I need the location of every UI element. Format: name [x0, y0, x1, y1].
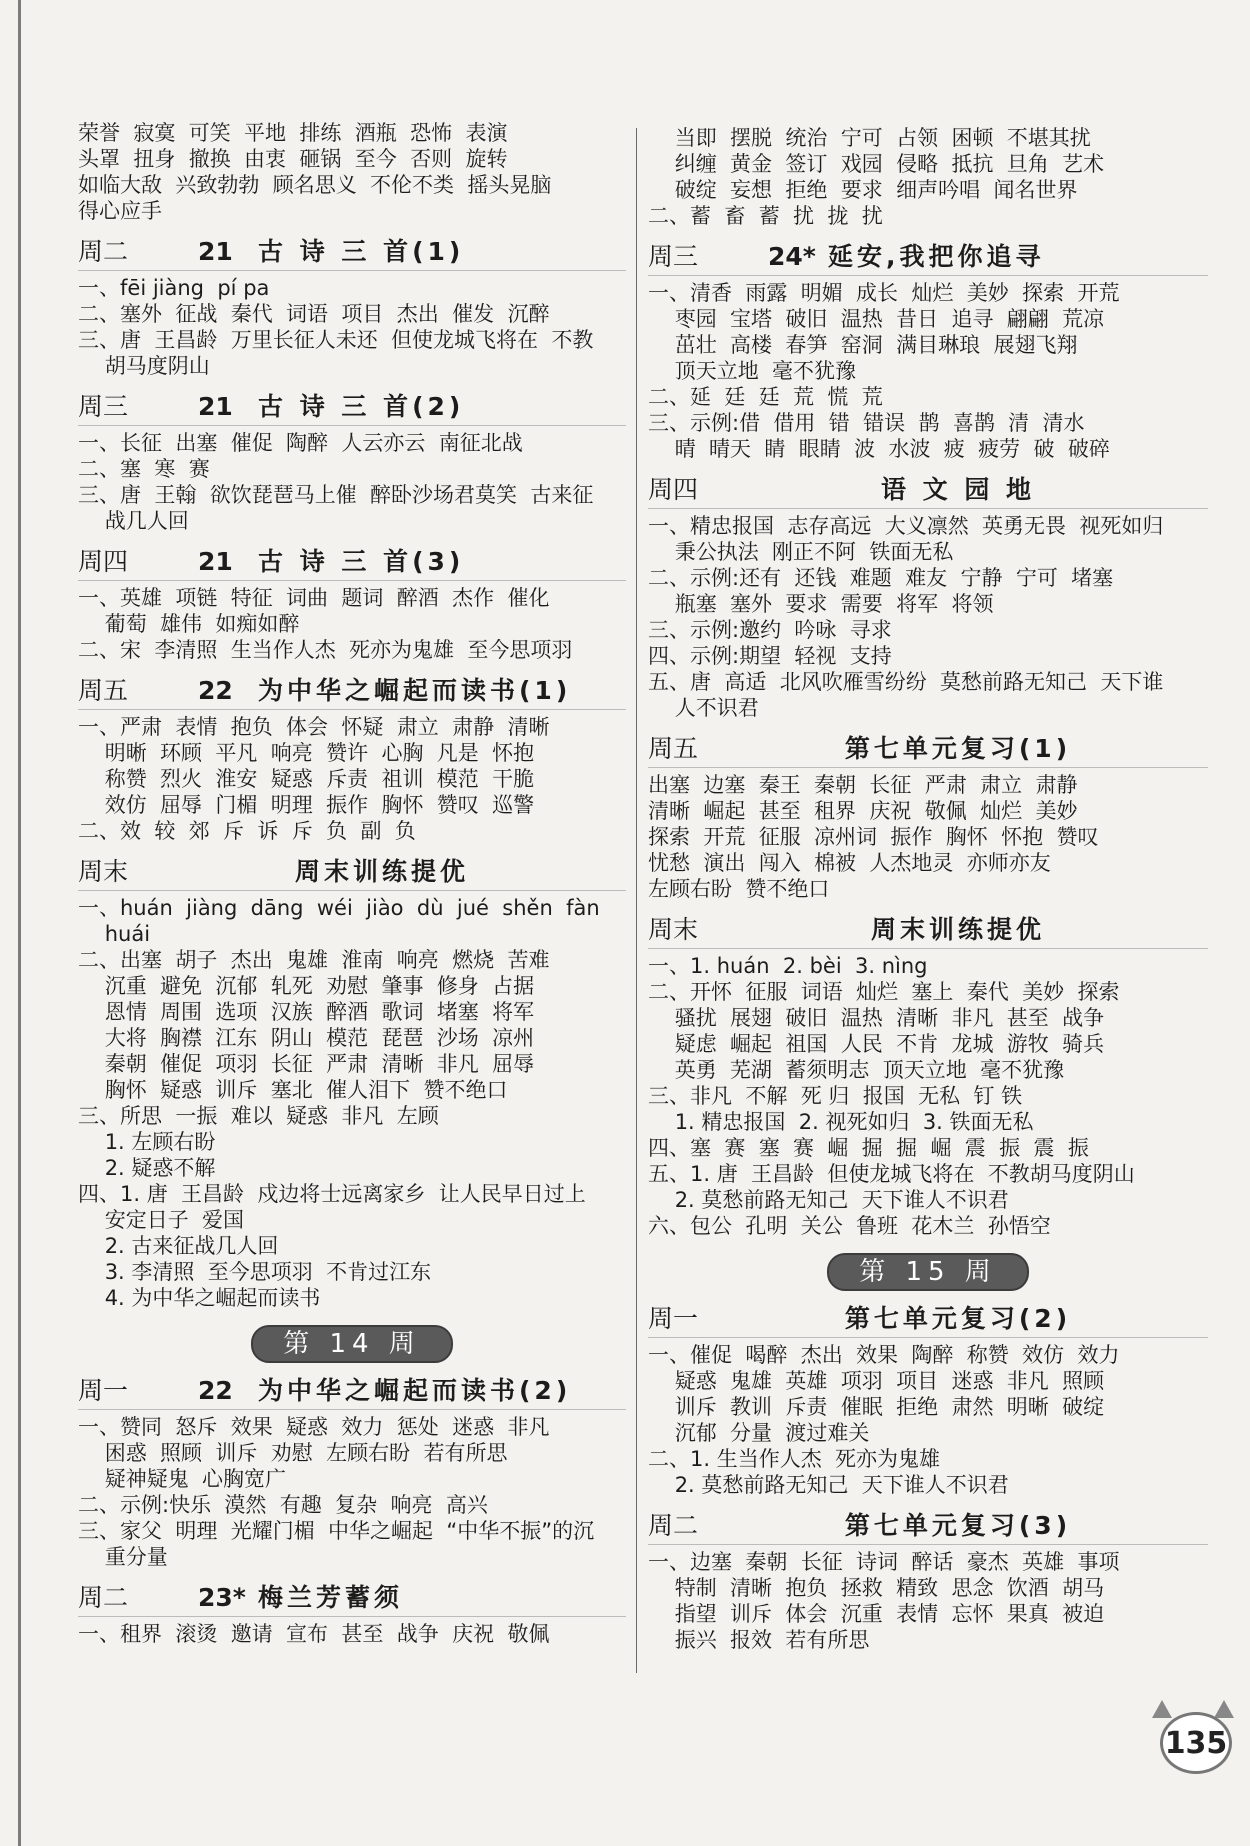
answer-line: 训斥 教训 斥责 催眠 拒绝 肃然 明晰 破绽: [648, 1395, 1105, 1419]
answer-line: 葡萄 雄伟 如痴如醉: [78, 612, 300, 636]
section-day: 周一: [78, 1376, 129, 1405]
answer-line: 2. 莫愁前路无知己 天下谁人不识君: [648, 1473, 1009, 1497]
section-heading: [648, 472, 1208, 509]
answer-line: 三、示例:邀约 吟咏 寻求: [648, 618, 892, 642]
section-heading: [78, 544, 626, 581]
week-banner: [78, 1325, 626, 1363]
lesson-number: 24*: [768, 242, 816, 271]
answer-line: 三、示例:借 借用 错 错误 鹊 喜鹊 清 清水: [648, 411, 1085, 435]
answer-line: 骚扰 展翅 破旧 温热 清晰 非凡 甚至 战争: [648, 1006, 1105, 1030]
section-heading: [78, 1373, 626, 1410]
answer-line: 疑虑 崛起 祖国 人民 不肯 龙城 游牧 骑兵: [648, 1032, 1105, 1056]
answer-line: 安定日子 爱国: [78, 1208, 245, 1232]
section-heading: [648, 1301, 1208, 1338]
answer-line: 二、塞 寒 赛: [78, 457, 210, 481]
answer-line: 清晰 崛起 甚至 租界 庆祝 敬佩 灿烂 美妙: [648, 799, 1078, 823]
answer-line: 纠缠 黄金 签订 戏园 侵略 抵抗 旦角 艺术: [648, 152, 1105, 176]
answer-line: 胡马度阴山: [78, 354, 210, 378]
answer-line: 明晰 环顾 平凡 响亮 赞许 心胸 凡是 怀抱: [78, 741, 535, 765]
answer-line: 沉郁 分量 渡过难关: [648, 1421, 870, 1445]
section-title: 第七单元复习(2): [844, 1304, 1072, 1333]
section-day: 周三: [648, 242, 699, 271]
answer-line: 一、1. huán 2. bèi 3. nìng: [648, 954, 928, 978]
section-heading: [648, 239, 1208, 276]
answer-line: 一、精忠报国 志存高远 大义凛然 英勇无畏 视死如归: [648, 514, 1164, 538]
answer-line: 效仿 屈辱 门楣 明理 振作 胸怀 赞叹 巡警: [78, 793, 535, 817]
section-title: 周末训练提优: [870, 915, 1045, 944]
answer-line: 4. 为中华之崛起而读书: [78, 1286, 321, 1310]
section-day: 周四: [648, 475, 699, 504]
section-day: 周末: [648, 915, 699, 944]
section-day: 周末: [78, 857, 129, 886]
section-heading: [648, 1508, 1208, 1545]
answer-line: 英勇 芜湖 蓄须明志 顶天立地 毫不犹豫: [648, 1058, 1065, 1082]
answer-line: 一、huán jiàng dāng wéi jiào dù jué shěn fàn: [78, 896, 600, 920]
answer-line: 1. 左顾右盼: [78, 1130, 216, 1154]
section-heading: [78, 389, 626, 426]
answer-line: 晴 晴天 睛 眼睛 波 水波 疲 疲劳 破 破碎: [648, 437, 1110, 461]
answer-line: 瓶塞 塞外 要求 需要 将军 将领: [648, 592, 994, 616]
answer-line: 出塞 边塞 秦王 秦朝 长征 严肃 肃立 肃静: [648, 773, 1078, 797]
lesson-number: 21: [198, 392, 233, 421]
answer-line: 一、严肃 表情 抱负 体会 怀疑 肃立 肃静 清晰: [78, 715, 550, 739]
answer-line: 忧愁 演出 闯入 棉被 人杰地灵 亦师亦友: [648, 851, 1051, 875]
lesson-number: 21: [198, 547, 233, 576]
answer-line: 恩情 周围 选项 汉族 醉酒 歌词 堵塞 将军: [78, 1000, 535, 1024]
answer-line: 重分量: [78, 1545, 168, 1569]
badge-ear-left-icon: [1152, 1700, 1172, 1718]
answer-line: 沉重 避免 沉郁 轧死 劝慰 肇事 修身 占据: [78, 974, 535, 998]
section-day: 周五: [648, 734, 699, 763]
answer-line: 2. 莫愁前路无知己 天下谁人不识君: [648, 1188, 1009, 1212]
section-day: 周二: [648, 1511, 699, 1540]
answer-line: 三、家父 明理 光耀门楣 中华之崛起 “中华不振”的沉: [78, 1519, 595, 1543]
book-spine: [18, 0, 21, 1846]
week-banner: [648, 1253, 1208, 1291]
section-title: 梅兰芳蓄须: [258, 1583, 404, 1612]
answer-line: 探索 开荒 征服 凉州词 振作 胸怀 怀抱 赞叹: [648, 825, 1099, 849]
answer-line: 当即 摆脱 统治 宁可 占领 困顿 不堪其扰: [648, 126, 1091, 150]
section-day: 周三: [78, 392, 129, 421]
answer-line: 顶天立地 毫不犹豫: [648, 359, 857, 383]
section-title: 为中华之崛起而读书(1): [258, 676, 572, 705]
answer-line: 指望 训斥 体会 沉重 表情 忘怀 果真 被迫: [648, 1602, 1105, 1626]
answer-line: 茁壮 高楼 春笋 窑洞 满目琳琅 展翅飞翔: [648, 333, 1078, 357]
answer-line: 二、开怀 征服 词语 灿烂 塞上 秦代 美妙 探索: [648, 980, 1120, 1004]
answer-line: 三、非凡 不解 死 归 报国 无私 钉 铁: [648, 1084, 1023, 1108]
answer-line: 胸怀 疑惑 训斥 塞北 催人泪下 赞不绝口: [78, 1078, 508, 1102]
section-heading: [78, 1580, 626, 1617]
badge-ear-right-icon: [1214, 1700, 1234, 1718]
answer-line: 三、唐 王昌龄 万里长征人未还 但使龙城飞将在 不教: [78, 328, 594, 352]
answer-line: 大将 胸襟 江东 阴山 模范 琵琶 沙场 凉州: [78, 1026, 535, 1050]
answer-line: 二、效 较 郊 斥 诉 斥 负 副 负: [78, 819, 416, 843]
section-day: 周五: [78, 676, 129, 705]
lesson-number: 22: [198, 1376, 233, 1405]
section-title: 为中华之崛起而读书(2): [258, 1376, 572, 1405]
week-label: 第 15 周: [827, 1253, 1029, 1291]
answer-line: 四、塞 赛 塞 赛 崛 掘 掘 崛 震 振 震 振: [648, 1136, 1089, 1160]
answer-line: 一、边塞 秦朝 长征 诗词 醉话 豪杰 英雄 事项: [648, 1550, 1120, 1574]
answer-line: 二、蓄 畜 蓄 扰 拢 扰: [648, 204, 883, 228]
section-title: 古 诗 三 首(2): [258, 392, 465, 421]
page-number: 135: [1160, 1712, 1232, 1774]
answer-line: 一、fēi jiàng pí pa: [78, 276, 270, 300]
section-heading: [78, 673, 626, 710]
lesson-number: 23*: [198, 1583, 246, 1612]
column-divider: [636, 128, 637, 1673]
answer-line: 特制 清晰 抱负 拯救 精致 思念 饮酒 胡马: [648, 1576, 1105, 1600]
section-title: 周末训练提优: [294, 857, 469, 886]
answer-line: 五、唐 高适 北风吹雁雪纷纷 莫愁前路无知己 天下谁: [648, 670, 1164, 694]
section-day: 周二: [78, 1583, 129, 1612]
answer-line: 一、赞同 怒斥 效果 疑惑 效力 惩处 迷惑 非凡: [78, 1415, 550, 1439]
answer-line: 五、1. 唐 王昌龄 但使龙城飞将在 不教胡马度阴山: [648, 1162, 1135, 1186]
section-title: 古 诗 三 首(3): [258, 547, 465, 576]
answer-line: 四、1. 唐 王昌龄 戍边将士远离家乡 让人民早日过上: [78, 1182, 586, 1206]
answer-line: 二、出塞 胡子 杰出 鬼雄 淮南 响亮 燃烧 苦难: [78, 948, 550, 972]
answer-line: 枣园 宝塔 破旧 温热 昔日 追寻 翩翩 荒凉: [648, 307, 1105, 331]
answer-line: 三、唐 王翰 欲饮琵琶马上催 醉卧沙场君莫笑 古来征: [78, 483, 594, 507]
answer-line: 二、示例:还有 还钱 难题 难友 宁静 宁可 堵塞: [648, 566, 1114, 590]
answer-line: 头罩 扭身 撤换 由衷 砸锅 至今 否则 旋转: [78, 147, 508, 171]
answer-line: 如临大敌 兴致勃勃 顾名思义 不伦不类 摇头晃脑: [78, 173, 552, 197]
answer-line: 一、英雄 项链 特征 词曲 题词 醉酒 杰作 催化: [78, 586, 550, 610]
answer-line: 破绽 妄想 拒绝 要求 细声吟唱 闻名世界: [648, 178, 1078, 202]
section-day: 周一: [648, 1304, 699, 1333]
section-heading: [78, 234, 626, 271]
answer-line: 二、宋 李清照 生当作人杰 死亦为鬼雄 至今思项羽: [78, 638, 573, 662]
answer-line: 荣誉 寂寞 可笑 平地 排练 酒瓶 恐怖 表演: [78, 121, 508, 145]
section-title: 古 诗 三 首(1): [258, 237, 465, 266]
answer-line: 人不识君: [648, 696, 759, 720]
week-label: 第 14 周: [251, 1325, 453, 1363]
answer-line: 二、示例:快乐 漠然 有趣 复杂 响亮 高兴: [78, 1493, 488, 1517]
answer-line: 秦朝 催促 项羽 长征 严肃 清晰 非凡 屈辱: [78, 1052, 535, 1076]
answer-line: 六、包公 孔明 关公 鲁班 花木兰 孙悟空: [648, 1214, 1051, 1238]
answer-line: 一、催促 喝醉 杰出 效果 陶醉 称赞 效仿 效力: [648, 1343, 1120, 1367]
answer-line: 疑神疑鬼 心胸宽广: [78, 1467, 287, 1491]
answer-line: 左顾右盼 赞不绝口: [648, 877, 830, 901]
answer-line: 困惑 照顾 训斥 劝慰 左顾右盼 若有所思: [78, 1441, 508, 1465]
answer-line: 一、长征 出塞 催促 陶醉 人云亦云 南征北战: [78, 431, 523, 455]
answer-line: 称赞 烈火 淮安 疑惑 斥责 祖训 模范 干脆: [78, 767, 535, 791]
section-day: 周二: [78, 237, 129, 266]
section-title: 第七单元复习(1): [844, 734, 1072, 763]
section-heading: [78, 854, 626, 891]
section-title: 第七单元复习(3): [844, 1511, 1072, 1540]
answer-line: 三、所思 一振 难以 疑惑 非凡 左顾: [78, 1104, 439, 1128]
right-column: [648, 125, 1208, 1653]
lesson-number: 22: [198, 676, 233, 705]
answer-line: 1. 精忠报国 2. 视死如归 3. 铁面无私: [648, 1110, 1034, 1134]
answer-line: huái: [78, 922, 151, 946]
answer-line: 秉公执法 刚正不阿 铁面无私: [648, 540, 954, 564]
answer-line: 2. 古来征战几人回: [78, 1234, 279, 1258]
answer-line: 一、租界 滚烫 邀请 宣布 甚至 战争 庆祝 敬佩: [78, 1622, 550, 1646]
left-column: [78, 120, 626, 1647]
section-title: 语 文 园 地: [880, 475, 1036, 504]
lesson-number: 21: [198, 237, 233, 266]
answer-line: 得心应手: [78, 199, 162, 223]
section-heading: [648, 912, 1208, 949]
answer-line: 振兴 报效 若有所思: [648, 1628, 870, 1652]
answer-line: 2. 疑惑不解: [78, 1156, 216, 1180]
answer-line: 一、清香 雨露 明媚 成长 灿烂 美妙 探索 开荒: [648, 281, 1120, 305]
answer-line: 战几人回: [78, 509, 189, 533]
answer-line: 3. 李清照 至今思项羽 不肯过江东: [78, 1260, 432, 1284]
answer-line: 二、塞外 征战 秦代 词语 项目 杰出 催发 沉醉: [78, 302, 550, 326]
answer-line: 二、1. 生当作人杰 死亦为鬼雄: [648, 1447, 941, 1471]
answer-line: 四、示例:期望 轻视 支持: [648, 644, 892, 668]
answer-line: 疑惑 鬼雄 英雄 项羽 项目 迷惑 非凡 照顾: [648, 1369, 1105, 1393]
answer-line: 二、延 廷 廷 荒 慌 荒: [648, 385, 883, 409]
section-day: 周四: [78, 547, 129, 576]
section-heading: [648, 731, 1208, 768]
section-title: 延安,我把你追寻: [828, 242, 1045, 271]
